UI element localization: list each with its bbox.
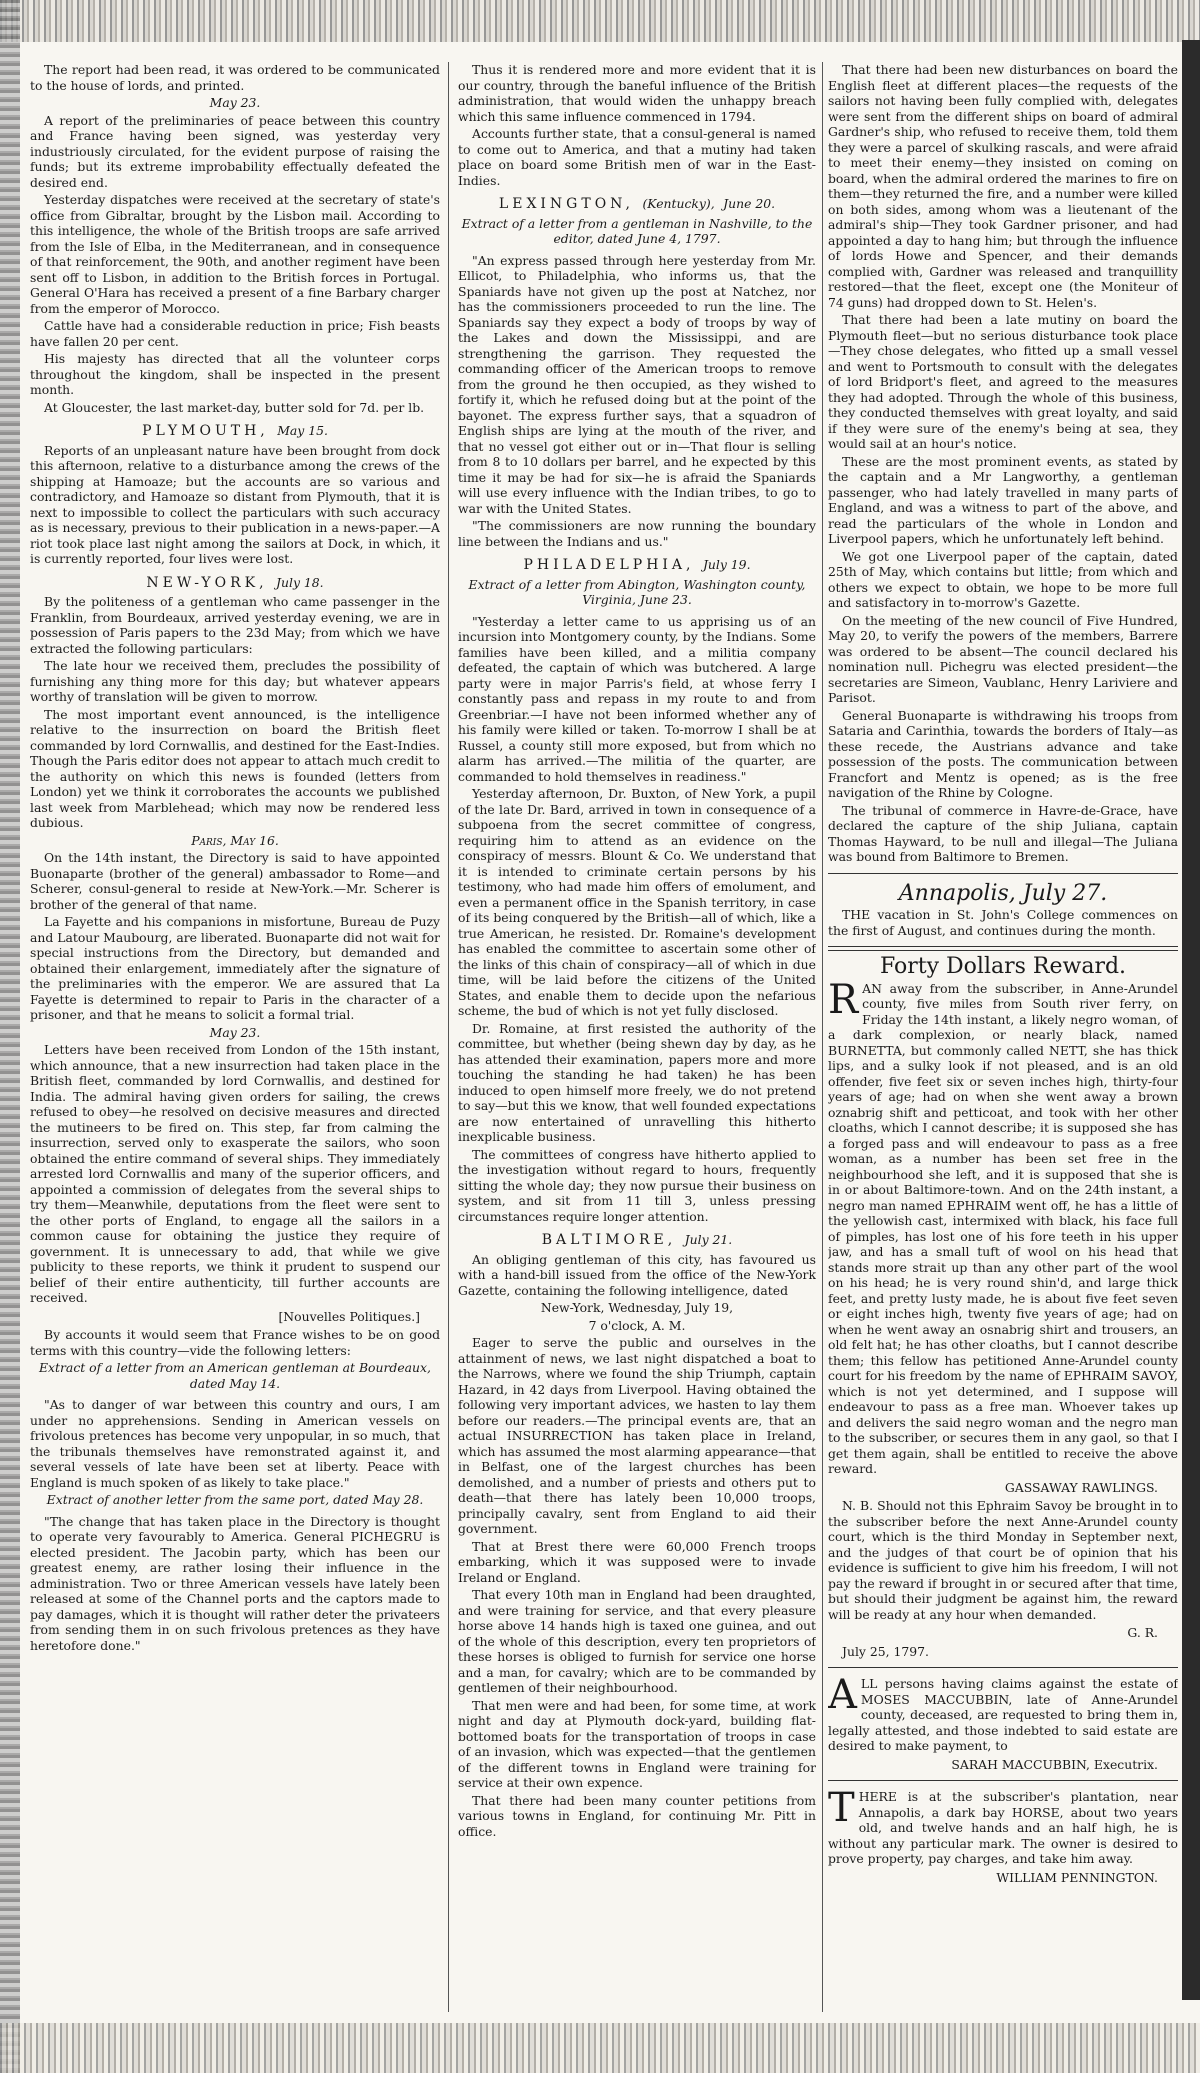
page-binding-edge — [1182, 40, 1200, 2000]
paragraph: "As to danger of war between this country and ours, I am under no apprehensions. Sending in American vessels on frivolous pretences has become very unpopular, in so much, that the tribunals themselves have remonstrated against it, and several vessels of late have been set at liberty. Peace with England is much spoken of as likely to take place." — [30, 1397, 440, 1490]
paragraph: "An express passed through here yesterday from Mr. Ellicot, to Philadelphia, who informs us, that the Spaniards have not given up the post at Natchez, nor has the commissioners proceeded to run the line. The Spaniards say they expect a body of troops by way of the Lakes and down the Mississippi, and are strengthening the garrison. They requested the commanding officer of the American troops to remove from the ground he then occupied, as they wished to fortify it, which he refused doing but at the point of the bayonet. The express further says, that a squadron of English ships are lying at the mouth of the river, and that no vessel got either out or in—That flour is selling from 8 to 10 dollars per barrel, and he expected by this time it may be had for six—he is afraid the Spaniards will use every influence with the Indian tribes, to go to war with the United States. — [458, 252, 816, 516]
paragraph: Yesterday dispatches were received at the secretary of state's office from Gibraltar, brought by the Lisbon mail. According to this intelligence, the whole of the British troops are safe arrived from the Isle of Elba, in the Mediterranean, and in consequence of that reinforcement, the 90th, and another regiment have been sent off to Lisbon, in addition to the British forces in Portugal. General O'Hara has received a present of a fine Barbary charger from the emperor of Morocco. — [30, 192, 440, 316]
paragraph: An obliging gentleman of this city, has favoured us with a hand-bill issued from the office of the New-York Gazette, containing the following intelligence, dated — [458, 1251, 816, 1298]
paragraph: Cattle have had a considerable reduction in price; Fish beasts have fallen 20 per cent. — [30, 318, 440, 349]
page-left-edge — [0, 0, 20, 2073]
paragraph: That there had been a late mutiny on board the Plymouth fleet—but no serious disturbance took place—They chose delegates, who fitted up a small vessel and went to Portsmouth to consult with the delegates of lord Bridport's fleet, and agreed to the measures they had adopted. Through the whole of this business, they conducted themselves with great loyalty, and said if they were sure of the enemy's being at sea, they would sail at an hour's notice. — [828, 312, 1178, 451]
advert-text: LL persons having claims against the estate of MOSES MACCUBBIN, late of Anne-Arundel county, deceased, are requested to bring them in, legally attested, and those indebted to said estate are desired to make payment, to — [828, 1676, 1178, 1753]
paragraph: THE vacation in St. John's College commences on the first of August, and continues during the month. — [828, 907, 1178, 938]
paragraph: At Gloucester, the last market-day, butter sold for 7d. per lb. — [44, 399, 425, 415]
paragraph: "The commissioners are now running the boundary line between the Indians and us." — [458, 518, 816, 549]
source-credit: [Nouvelles Politiques.] — [278, 1308, 420, 1324]
reward-advert — [828, 976, 1178, 1477]
dateline: May 23. — [209, 1024, 261, 1040]
paragraph: By the politeness of a gentleman who came passenger in the Franklin, from Bourdeaux, arrived yesterday evening, we are in possession of Paris papers to the 23d May; from which we have extracted the following particulars: — [30, 594, 440, 656]
column-3 — [828, 62, 1178, 2022]
torn-bottom-edge — [0, 2023, 1200, 2073]
paragraph: The tribunal of commerce in Havre-de-Grace, have declared the capture of the ship Juliana, captain Thomas Hayward, to be null and illegal—The Juliana was bound from Baltimore to Bremen. — [828, 802, 1178, 864]
advert-text: AN away from the subscriber, in Anne-Arundel county, five miles from South river ferry, on Friday the 14th instant, a likely negro woman, of a dark complexion, or nearly black, named BURNETTA, but commonly called NETT, she has thick lips, and a sulky look if not pleased, and is an old offender, five feet six or seven inches high, thirty-four years of age; had on when she went away a brown oznabrig shift and petticoat, and took with her other cloaths, which I cannot describe; it is supposed she has a forged pass and will endeavour to pass as a free woman, as a number has been set free in the neighbourhood she left, and it is supposed that she is in or about Baltimore-town. And on the 24th instant, a negro man named EPHRAIM went off, he has a little of the yellowish cast, intermixed with black, his face full of pimples, has lost one of his fore teeth in his upper jaw, and has a small tuft of wool on his head that stands more strait up than any other part of the wool on his head; he is very round shin'd, and large thick feet, and pretty lusty made, he is about five feet seven or eight inches high, twenty five years of age; had on when he went away an osnabrig shirt and trousers, an old felt hat; he has other cloaths, but I cannot describe them; this fellow has petitioned Anne-Arundel county court for his freedom by the name of EPHRAIM SAVOY, which is not yet determined, and I suppose will endeavour to pass as a free man. Whoever takes up and delivers the said negro woman and the negro man to the subscriber, or secures them in any gaol, so that I get them again, shall be entitled to receive the above reward. — [828, 980, 1178, 1476]
paragraph: That there had been many counter petitions from various towns in England, for continuing Mr. Pitt in office. — [458, 1792, 816, 1839]
paragraph: That at Brest there were 60,000 French troops embarking, which it was supposed were to invade Ireland or England. — [458, 1538, 816, 1585]
advert-signature: WILLIAM PENNINGTON. — [996, 1869, 1158, 1885]
extract-title: Extract of another letter from the same port, dated May 28. — [46, 1492, 424, 1507]
paragraph: General Buonaparte is withdrawing his troops from Sataria and Carinthia, towards the borders of Italy—as these recede, the Austrians advance and take possession of the posts. The communication between Francfort and Mentz is opened; as is the free navigation of the Rhine by Cologne. — [828, 707, 1178, 800]
extract-title: Extract of a letter from an American gentleman at Bourdeaux, dated May 14. — [39, 1360, 431, 1391]
paragraph: Letters have been received from London of the 15th instant, which announce, that a new insurrection had taken place in the British fleet, commanded by lord Cornwallis, and destined for India. The admiral having given orders for sailing, the crews refused to obey—he resolved on decisive measures and directed the mutineers to be fired on. This step, far from calming the insurrection, served only to exasperate the sailors, who soon obtained the entire command of several ships. They immediately arrested lord Cornwallis and many of the superior officers, and appointed a commission of delegates from the several ships to try them—Meanwhile, deputations from the fleet were sent to the other ports of England, to engage all the sailors in a common cause for obtaining the justice they require of government. It is unnecessary to add, that while we give publicity to these reports, we think it prudent to suspend our belief of their entire authenticity, till further accounts are received. — [30, 1042, 440, 1305]
section-heading: LEXINGTON, (Kentucky), June 20. — [498, 196, 776, 212]
paragraph: The late hour we received them, precludes the possibility of furnishing any thing more for this day; but whatever appears worthy of translation will be given to morrow. — [30, 658, 440, 704]
section-heading: BALTIMORE, July 21. — [541, 1232, 733, 1248]
paragraph: The report had been read, it was ordered to be communicated to the house of lords, and printed. — [30, 62, 440, 93]
extract-title: Extract of a letter from a gentleman in Nashville, to the editor, dated June 4, 1797. — [461, 215, 813, 246]
paragraph: His majesty has directed that all the volunteer corps throughout the kingdom, shall be inspected in the present month. — [30, 351, 440, 397]
paragraph: Yesterday afternoon, Dr. Buxton, of New York, a pupil of the late Dr. Bard, arrived in town in consequence of a subpoena from the secret committee of congress, requiring him to attend as an evidence on the conspiracy of messrs. Blount & Co. We understand that it is intended to criminate certain persons by his testimony, who had made him offers of emolument, and even a permanent office in the Spanish territory, in case of its being conquered by the British—all of which, like a true American, he resisted. Dr. Romaine's development has enabled the committee to ascertain some other of the links of this chain of conspiracy—all of which in due time, will be laid before the citizens of the United States, and enable them to decide upon the nefarious scheme, the bud of which is not yet fully disclosed. — [458, 786, 816, 1018]
paragraph: These are the most prominent events, as stated by the captain and a Mr Langworthy, a gentleman passenger, who had lately travelled in many parts of England, and was a witness to part of the above, and read the particulars of the whole in London and Liverpool papers, which he unfortunately left behind. — [828, 453, 1178, 546]
torn-top-edge — [0, 0, 1200, 42]
column-1 — [30, 62, 440, 2022]
dateline: New-York, Wednesday, July 19, — [540, 1300, 734, 1315]
drop-cap: R — [828, 976, 859, 1023]
column-2 — [458, 62, 816, 2022]
section-heading: PHILADELPHIA, July 19. — [523, 557, 751, 573]
paragraph: A report of the preliminaries of peace between this country and France having been signed, was yesterday very industriously circulated, for the evident purpose of raising the funds; but its extreme improbability effectually defeated the desired end. — [30, 112, 440, 190]
advert-initials: G. R. — [1127, 1625, 1158, 1640]
paragraph: The committees of congress have hitherto applied to the investigation without regard to hours, frequently sitting the whole day; they now pursue their business on system, and sit from 11 till 3, unless pressing circumstances require longer attention. — [458, 1146, 816, 1224]
estate-advert — [828, 1672, 1178, 1754]
dateline: May 23. — [209, 95, 261, 110]
section-heading: PLYMOUTH, May 15. — [142, 423, 328, 439]
column-rule — [822, 62, 823, 2012]
paragraph: N. B. Should not this Ephraim Savoy be brought in to the subscriber before the next Anne-Arundel county court, which is the third Monday in September next, and the judges of that court be of opinion that his evidence is sufficient to give him his freedom, I will not pay the reward if brought in or secured after that time, but should their judgment be against him, the reward will be ready at any hour when demanded. — [828, 1498, 1178, 1622]
paragraph: "Yesterday a letter came to us apprising us of an incursion into Montgomery county, by the Indians. Some families have been killed, and a militia company defeated, the captain of which was butchered. A large party were in major Parris's field, at whose ferry I constantly pass and repass in my route to and from Greenbriar.—I have not been informed whether any of his family were killed or taken. To-morrow I shall be at Russel, a county still more exposed, but from which no alarm has arrived.—The militia of the quarter, are commanded to hold themselves in readiness." — [458, 613, 816, 784]
extract-title: Extract of a letter from Abington, Washington county, Virginia, June 23. — [468, 576, 806, 607]
paragraph: We got one Liverpool paper of the captain, dated 25th of May, which contains but little; from which and others we expect to obtain, we hope to be more full and satisfactory in to-morrow's Gazette. — [828, 548, 1178, 610]
advert-signature: GASSAWAY RAWLINGS. — [1004, 1479, 1158, 1495]
paragraph: On the 14th instant, the Directory is said to have appointed Buonaparte (brother of the general) ambassador to Rome—and Scherer, consul-general to reside at New-York.—Mr. Scherer is brother of the general of that name. — [30, 850, 440, 912]
paragraph: "The change that has taken place in the Directory is thought to operate very favourably to America. General PICHEGRU is elected president. The Jacobin party, which has been our greatest enemy, are rather losing their influence in the administration. Two or three American vessels have lately been released at some of the Channel ports and the captors made to pay damages, which it is thought will rather deter the privateers from sending them in on such frivolous pretences as they have heretofore done." — [30, 1513, 440, 1653]
paragraph: That men were and had been, for some time, at work night and day at Plymouth dock-yard, building flat-bottomed boats for the transportation of troops in case of an invasion, which was expected—that the gentlemen of the different towns in England were training for service at their own expence. — [458, 1697, 816, 1790]
advert-text: HERE is at the subscriber's plantation, near Annapolis, a dark bay HORSE, about two years old, and twelve hands and an half high, he is without any particular mark. The owner is desired to prove property, pay charges, and take him away. — [828, 1789, 1178, 1866]
paragraph: That there had been new disturbances on board the English fleet at different places—the requests of the sailors not having been fully complied with, delegates were sent from the different ships on board of admiral Gardner's ship, who refused to receive them, told them they were a parcel of skulking rascals, and were afraid to meet their enemy—they insisted on coming on board, when the admiral ordered the marines to fire on them—they returned the fire, and a number were killed on both sides, among whom was a lieutenant of the admiral's ship—They took Gardner prisoner, and had appointed a day to hang him; but through the influence of lords Howe and Spencer, and their demands complied with, Gardner was released and tranquillity restored—that the fleet, except one (the Moniteur of 74 guns) had dropped down to St. Helen's. — [828, 62, 1178, 310]
paragraph: On the meeting of the new council of Five Hundred, May 20, to verify the powers of the members, Barrere was ordered to be absent—The council declared his nomination null. Pichegru was elected president—the secretaries are Simeon, Vaublanc, Henry Lariviere and Parisot. — [828, 612, 1178, 705]
drop-cap: T — [828, 1785, 855, 1831]
paragraph: Dr. Romaine, at first resisted the authority of the committee, but whether (being shewn day by day, as he has attended their examination, papers more and more touching the standing he had taken) he has been induced to open himself more freely, we do not pretend to say—but this we know, that well founded expectations are now entertained of unravelling this hitherto inexplicable business. — [458, 1020, 816, 1144]
annapolis-heading: Annapolis, July 27. — [898, 880, 1108, 906]
paragraph: That every 10th man in England had been draughted, and were training for service, and that every pleasure horse above 14 hands high is taxed one guinea, and out of the whole of this description, every ten proprietors of these horses is obliged to furnish for service one horse and a man, for cavalry; which are to be commanded by gentlemen of their neighbourhood. — [458, 1587, 816, 1695]
advert-date: July 25, 1797. — [842, 1643, 929, 1659]
horse-advert — [828, 1785, 1178, 1867]
paragraph: Reports of an unpleasant nature have been brought from dock this afternoon, relative to a disturbance among the crews of the shipping at Hamoaze; but the accounts are so various and contradictory, and Hamoaze so distant from Plymouth, that it is next to impossible to collect the particulars with such accuracy as is necessary, previous to their publication in a news-paper.—A riot took place last night among the sailors at Dock, in which, it is currently reported, four lives were lost. — [30, 442, 440, 566]
paragraph: Accounts further state, that a consul-general is named to come out to America, and that a mutiny had taken place on board some British men of war in the East-Indies. — [458, 126, 816, 188]
section-heading: NEW-YORK, July 18. — [146, 574, 324, 591]
dateline: 7 o'clock, A. M. — [588, 1317, 686, 1333]
paragraph: The most important event announced, is the intelligence relative to the insurrection on board the British fleet commanded by lord Cornwallis, and destined for the East-Indies. Though the Paris editor does not appear to attach much credit to the authority on which this news is founded (letters from London) yet we think it corroborates the accounts we published last week from Marblehead; which may now be rendered less dubious. — [30, 706, 440, 830]
drop-cap: A — [828, 1672, 857, 1718]
divider — [828, 946, 1178, 951]
paragraph: Thus it is rendered more and more evident that it is our country, through the baneful influence of the British administration, that would widen the unhappy breach which this same influence commenced in 1794. — [458, 62, 816, 124]
paragraph: La Fayette and his companions in misfortune, Bureau de Puzy and Latour Maubourg, are liberated. Buonaparte did not wait for special instructions from the Directory, but demanded and obtained their enlargement, immediately after the signature of the preliminaries with the emperor. We are assured that La Fayette is determined to repair to Paris in the character of a prisoner, and that he means to solicit a formal trial. — [30, 914, 440, 1022]
dateline: Paris, May 16. — [191, 832, 279, 848]
divider — [828, 1780, 1178, 1781]
paragraph: By accounts it would seem that France wishes to be on good terms with this country—vide the following letters: — [30, 1327, 440, 1358]
column-rule — [448, 62, 449, 2012]
paragraph: Eager to serve the public and ourselves in the attainment of news, we last night dispatched a boat to the Narrows, where we found the ship Triumph, captain Hazard, in 42 days from Liverpool. Having obtained the following very important advices, we hasten to lay them before our readers.—The principal events are, that an actual INSURRECTION has taken place in Ireland, which has assumed the most alarming appearance—that in Belfast, one of the largest churches has been demolished, and a number of priests and others put to death—that there has lately been 10,000 troops, principally cavalry, sent from England to aid their government. — [458, 1335, 816, 1536]
reward-heading: Forty Dollars Reward. — [879, 954, 1127, 979]
advert-signature: SARAH MACCUBBIN, Executrix. — [951, 1756, 1158, 1772]
divider — [828, 873, 1178, 874]
divider — [828, 1667, 1178, 1668]
